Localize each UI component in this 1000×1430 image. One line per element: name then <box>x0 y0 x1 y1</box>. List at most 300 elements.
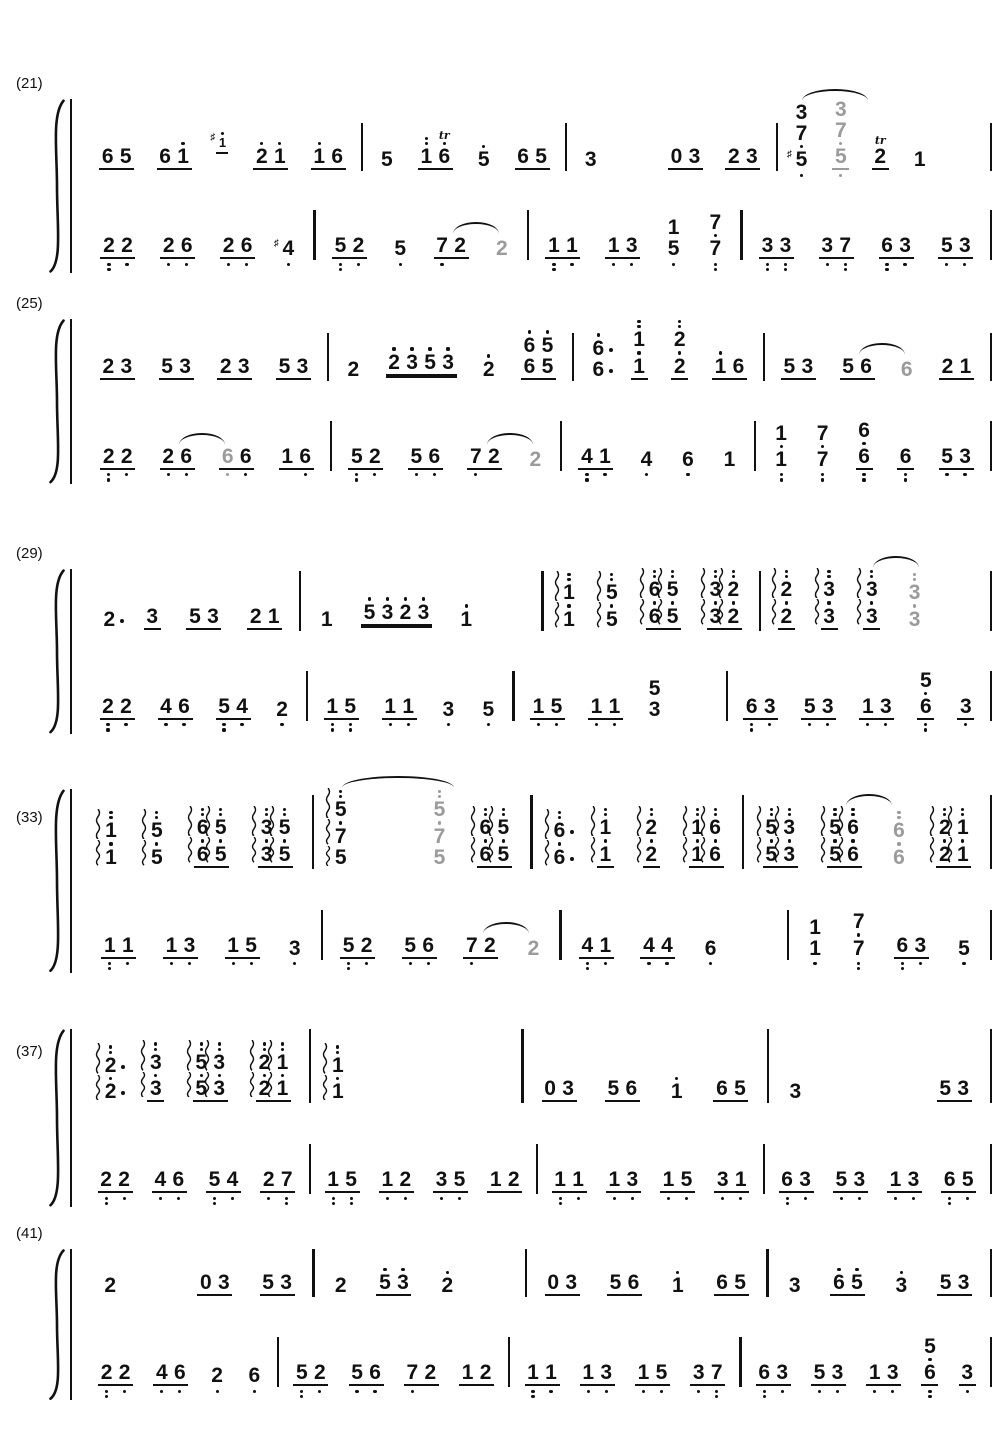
octave-dot-below <box>433 473 436 476</box>
note-row <box>714 1272 749 1296</box>
note <box>922 1336 937 1362</box>
octave-dot-below <box>549 1390 552 1393</box>
below-dots-cell <box>409 470 424 478</box>
below-dots-cell <box>757 1386 772 1399</box>
brace-icon <box>44 1249 70 1400</box>
note <box>393 238 408 259</box>
octave-dot-below <box>177 1197 180 1200</box>
below-dots-row <box>863 630 880 644</box>
below-dots-cell <box>254 170 269 173</box>
grand-staff-brace <box>44 319 70 484</box>
note-row <box>759 235 794 259</box>
note-digit: 3 <box>562 1077 574 1100</box>
measure <box>84 131 361 184</box>
below-dots-cell <box>878 720 893 728</box>
below-dots-cell <box>794 170 809 178</box>
note <box>248 606 263 627</box>
below-dots-row <box>588 720 623 734</box>
octave-dot-below <box>355 478 358 481</box>
note-digit: 3 <box>120 354 133 378</box>
below-dots-cell <box>212 1102 227 1105</box>
note-digit: 1 <box>714 354 727 378</box>
octave-dot-below <box>672 263 675 266</box>
below-dots-row <box>939 470 974 484</box>
note-event <box>561 572 578 644</box>
below-dots-row <box>260 1296 295 1310</box>
note <box>434 1169 449 1190</box>
note <box>833 120 848 146</box>
note <box>346 359 361 380</box>
below-dots-cell <box>834 1193 849 1201</box>
note-row <box>830 1267 865 1296</box>
below-dots-cell <box>733 1193 748 1201</box>
below-dots-cell <box>205 630 220 633</box>
octave-dot-above <box>961 808 964 811</box>
note-digit: 1 <box>734 1168 747 1191</box>
note-row <box>392 238 409 259</box>
below-dots-cell <box>672 380 687 383</box>
note <box>636 1362 651 1383</box>
below-dots-cell <box>416 630 431 633</box>
arpeggio-icon <box>470 837 476 862</box>
note <box>326 1169 341 1190</box>
note-event <box>542 1078 577 1116</box>
measure <box>529 212 740 273</box>
below-dots-cell <box>221 259 236 267</box>
note <box>778 235 793 256</box>
below-dots-row <box>911 170 928 184</box>
octave-dot-below <box>714 263 717 266</box>
note-digit: 5 <box>262 1271 274 1294</box>
octave-dot-below <box>945 473 948 476</box>
note-row <box>638 449 655 470</box>
note <box>546 235 561 256</box>
below-dots-cell <box>437 170 452 173</box>
below-dots-cell <box>669 170 684 173</box>
note-event <box>525 1362 560 1400</box>
below-dots-row <box>160 470 195 484</box>
octave-dot-below <box>924 723 927 726</box>
note <box>665 600 680 626</box>
note <box>368 1362 383 1383</box>
note <box>432 847 447 868</box>
below-dots-cell <box>120 959 135 967</box>
note-row <box>671 319 688 350</box>
note-digit: 1 <box>723 447 736 471</box>
note-event <box>431 789 448 882</box>
note-digit: 1 <box>461 1361 474 1385</box>
note <box>940 446 955 467</box>
note-digit: 6 <box>858 444 870 468</box>
note <box>873 135 888 167</box>
below-dots-cell <box>239 259 254 267</box>
note-event <box>894 935 929 973</box>
octave-dot-below <box>244 473 247 476</box>
octave-dot-above <box>109 811 112 814</box>
octave-dot-below <box>904 478 907 481</box>
note-row <box>515 146 550 170</box>
note-digit: 6 <box>847 816 859 840</box>
below-dots-row <box>324 720 359 734</box>
note <box>846 838 861 864</box>
measure <box>515 678 726 734</box>
below-dots-row <box>408 470 443 484</box>
below-dots-cell <box>955 868 970 871</box>
note-row <box>157 141 192 170</box>
note-digit: 1 <box>103 933 116 957</box>
note-event <box>102 1044 119 1116</box>
arpeggio-icon <box>756 837 762 862</box>
note-digit: 5 <box>667 237 680 261</box>
staves <box>70 569 992 734</box>
octave-dot-below <box>226 473 229 476</box>
note-digit: 5 <box>119 145 132 169</box>
octave-dot-below <box>123 1390 126 1393</box>
octave-dot-above <box>339 790 342 793</box>
note-event <box>911 149 928 184</box>
octave-dot-below <box>786 1197 789 1200</box>
below-dots-row <box>690 1386 725 1400</box>
octave-dot-below <box>386 1197 389 1200</box>
below-dots-cell <box>880 259 895 272</box>
note-row <box>477 807 512 838</box>
note <box>277 807 292 838</box>
note-digit: 6 <box>196 842 209 866</box>
arpeggio-icon <box>186 1072 192 1097</box>
below-dots-row <box>376 1296 411 1310</box>
end-barline <box>990 910 992 960</box>
below-dots-cell <box>460 1386 475 1389</box>
note <box>102 935 117 956</box>
below-dots-row <box>253 170 288 184</box>
note-row <box>332 235 367 259</box>
below-dots-cell <box>164 959 179 967</box>
note-digit: 1 <box>326 694 339 718</box>
below-dots-cell <box>913 959 928 967</box>
note <box>266 606 281 627</box>
octave-dot-below <box>349 723 352 726</box>
note-row <box>552 1169 587 1193</box>
note-digit: 1 <box>633 354 645 378</box>
note-digit: 6 <box>896 933 909 957</box>
measure <box>301 596 541 643</box>
note <box>632 350 647 376</box>
note-event <box>147 1041 164 1116</box>
note-digit: 7 <box>406 1361 419 1385</box>
below-dots-cell <box>940 470 955 478</box>
note-row <box>832 146 849 170</box>
note-event <box>759 235 794 273</box>
note-row <box>939 446 974 470</box>
note-digit: 1 <box>267 604 280 628</box>
note-digit: 5 <box>941 444 953 468</box>
note-event <box>493 238 510 273</box>
note-row <box>379 1169 414 1193</box>
note-digit: 3 <box>853 1168 866 1191</box>
octave-dot-below <box>440 1197 443 1200</box>
note <box>906 1169 921 1190</box>
below-dots-cell <box>238 470 253 478</box>
sharp-sign: ♯ <box>786 149 792 161</box>
note-digit: 3 <box>709 578 722 602</box>
note-digit: 3 <box>899 234 911 258</box>
note <box>654 1362 669 1383</box>
note-event <box>665 217 682 273</box>
note-row <box>551 810 568 841</box>
below-dots-row <box>679 470 696 484</box>
measure <box>778 99 990 184</box>
measure <box>84 1169 309 1207</box>
note <box>833 99 848 120</box>
note <box>562 603 577 629</box>
note <box>398 1169 413 1190</box>
note-row <box>153 1362 188 1386</box>
note <box>918 696 933 717</box>
note-digit: 7 <box>436 234 448 258</box>
note-row <box>434 235 469 259</box>
octave-dot-below <box>844 268 847 271</box>
below-dots-cell <box>216 1296 231 1299</box>
below-dots-row <box>606 1193 641 1207</box>
note-digit: 6 <box>704 936 717 960</box>
note <box>899 359 914 380</box>
below-dots-cell <box>608 1296 623 1299</box>
note <box>401 696 416 717</box>
note <box>960 1362 975 1383</box>
note <box>857 446 872 467</box>
note <box>599 1362 614 1383</box>
note-digit: 3 <box>957 1271 970 1294</box>
octave-dot-above <box>425 137 428 140</box>
note-digit: 0 <box>547 1271 559 1294</box>
note-digit: 3 <box>397 1271 409 1294</box>
octave-dot-below <box>474 473 477 476</box>
note <box>149 810 164 841</box>
note-row <box>872 135 889 170</box>
note-digit: 5 <box>734 1077 746 1100</box>
octave-dot-below <box>821 473 824 476</box>
below-dots-cell <box>403 959 418 967</box>
note-row <box>431 847 448 868</box>
below-dots-cell <box>841 380 856 383</box>
note-digit: 3 <box>761 234 774 258</box>
note-event <box>756 1362 791 1400</box>
note <box>841 356 856 377</box>
note-row <box>707 212 724 238</box>
note-row <box>779 1169 814 1193</box>
below-dots-row <box>286 959 303 973</box>
below-dots-row <box>340 959 375 973</box>
note-event <box>937 1272 972 1310</box>
note-digit: 1 <box>313 145 326 169</box>
note-digit: 1 <box>582 1361 595 1385</box>
note-digit: 6 <box>682 447 694 471</box>
octave-dot-below <box>866 723 869 726</box>
note-event <box>279 446 314 484</box>
measure-number-label: (33) <box>16 809 43 826</box>
note-row <box>707 569 742 600</box>
note <box>958 446 973 467</box>
below-dots-cell <box>210 1386 225 1394</box>
note <box>171 1169 186 1190</box>
below-dots-cell <box>726 630 741 633</box>
note-row <box>643 807 660 838</box>
note-row <box>582 149 599 170</box>
note-digit: 1 <box>177 145 189 169</box>
arpeggio-icon <box>186 1040 192 1070</box>
below-dots-row <box>431 868 448 882</box>
note-digit: 5 <box>218 694 230 718</box>
note <box>549 696 564 717</box>
note <box>822 600 837 626</box>
below-dots-cell <box>820 259 835 267</box>
note-digit: 6 <box>552 847 567 868</box>
below-dots-row <box>640 959 675 973</box>
note-digit: 1 <box>959 354 972 378</box>
below-dots-row <box>163 959 198 973</box>
note-row <box>418 130 453 170</box>
note <box>359 935 374 956</box>
note-row <box>100 446 135 470</box>
octave-dot-below <box>411 1390 414 1393</box>
note-event <box>938 235 973 273</box>
below-dots-row <box>530 720 565 734</box>
below-dots-cell <box>421 959 436 967</box>
note-event <box>530 696 565 734</box>
below-dots-cell <box>160 380 175 383</box>
note-row <box>551 841 568 867</box>
note-row <box>793 123 810 149</box>
note <box>625 1169 640 1190</box>
below-dots-row <box>280 259 297 273</box>
below-dots-row <box>787 1102 804 1116</box>
octave-dot-below <box>227 263 230 266</box>
note-row <box>163 935 198 959</box>
note-digit: 1 <box>590 694 603 718</box>
octave-dot-below <box>966 1390 969 1393</box>
note-digit: 5 <box>404 933 417 957</box>
below-dots-cell <box>782 380 797 383</box>
note <box>641 935 656 956</box>
note <box>624 1078 639 1099</box>
note-row <box>493 238 510 259</box>
octave-dot-above <box>558 811 561 814</box>
note <box>362 596 377 622</box>
below-dots-cell <box>393 259 408 267</box>
note-digit: 5 <box>939 1271 952 1294</box>
note-digit: 5 <box>734 1271 746 1294</box>
below-dots-cell <box>800 380 815 383</box>
octave-dot-below <box>182 723 185 726</box>
octave-dot-below <box>781 1390 784 1393</box>
below-dots-row <box>194 868 229 882</box>
below-dots-cell <box>708 259 723 272</box>
note <box>891 841 906 867</box>
octave-dot-below <box>106 728 109 731</box>
note-event <box>833 1169 868 1207</box>
below-dots-row <box>545 259 580 273</box>
below-dots-row <box>477 868 512 882</box>
note <box>279 1272 294 1293</box>
note-row <box>879 235 914 259</box>
below-dots-cell <box>235 720 250 728</box>
below-dots-cell <box>333 259 348 272</box>
note <box>419 136 434 167</box>
below-dots-cell <box>350 1386 365 1394</box>
below-dots-cell <box>119 259 134 267</box>
below-dots-cell <box>599 1386 614 1394</box>
note <box>312 1362 327 1383</box>
octave-dot-above <box>109 1045 112 1048</box>
note <box>733 1272 748 1293</box>
note-digit: 2 <box>645 842 658 866</box>
note-event <box>210 131 231 168</box>
below-dots-row <box>781 380 816 394</box>
below-dots-cell <box>831 1296 846 1299</box>
note <box>218 356 233 377</box>
octave-dot-below <box>250 962 253 965</box>
arpeggio-icon <box>187 806 193 836</box>
note-digit: 7 <box>709 211 722 234</box>
note-digit: 3 <box>260 816 273 840</box>
note-digit: 2 <box>484 933 496 957</box>
below-dots-cell <box>654 1386 669 1394</box>
below-dots-cell <box>380 630 395 633</box>
note-digit: 2 <box>496 237 508 261</box>
octave-dot-above <box>788 808 791 811</box>
note <box>852 1169 867 1190</box>
octave-dot-below <box>347 962 350 965</box>
below-dots-cell <box>808 959 823 967</box>
below-dots-row <box>686 720 710 734</box>
note <box>679 1169 694 1190</box>
note <box>815 423 830 449</box>
below-dots-cell <box>888 1193 903 1201</box>
arpeggio-icon <box>140 1072 146 1097</box>
below-dots-row <box>345 380 362 394</box>
note <box>798 1169 813 1190</box>
note <box>161 235 176 256</box>
below-dots-cell <box>427 470 442 478</box>
measure <box>84 696 306 734</box>
octave-dot-below <box>685 1197 688 1200</box>
octave-dot-below <box>612 263 615 266</box>
note <box>787 1275 802 1296</box>
octave-dot-below <box>665 962 668 965</box>
note-event <box>588 696 623 734</box>
note-row <box>793 102 810 123</box>
octave-dot-below <box>766 268 769 271</box>
note-event <box>949 630 973 644</box>
note-event <box>159 356 194 394</box>
note-event <box>246 1365 263 1400</box>
below-dots-cell <box>898 470 913 483</box>
note-event <box>348 446 383 484</box>
octave-dot-below <box>873 1390 876 1393</box>
note <box>103 1044 118 1075</box>
below-dots-cell <box>833 1102 855 1105</box>
below-dots-cell <box>798 1193 813 1201</box>
duration-dot <box>121 1065 125 1069</box>
note-digit: 2 <box>118 1168 130 1191</box>
note-row <box>721 449 738 470</box>
octave-dot-below <box>167 473 170 476</box>
note-digit: 5 <box>150 845 163 869</box>
below-dots-cell <box>405 380 420 383</box>
below-dots-cell <box>177 720 192 728</box>
note-row <box>100 356 135 380</box>
note-digit: 3 <box>907 1168 920 1191</box>
